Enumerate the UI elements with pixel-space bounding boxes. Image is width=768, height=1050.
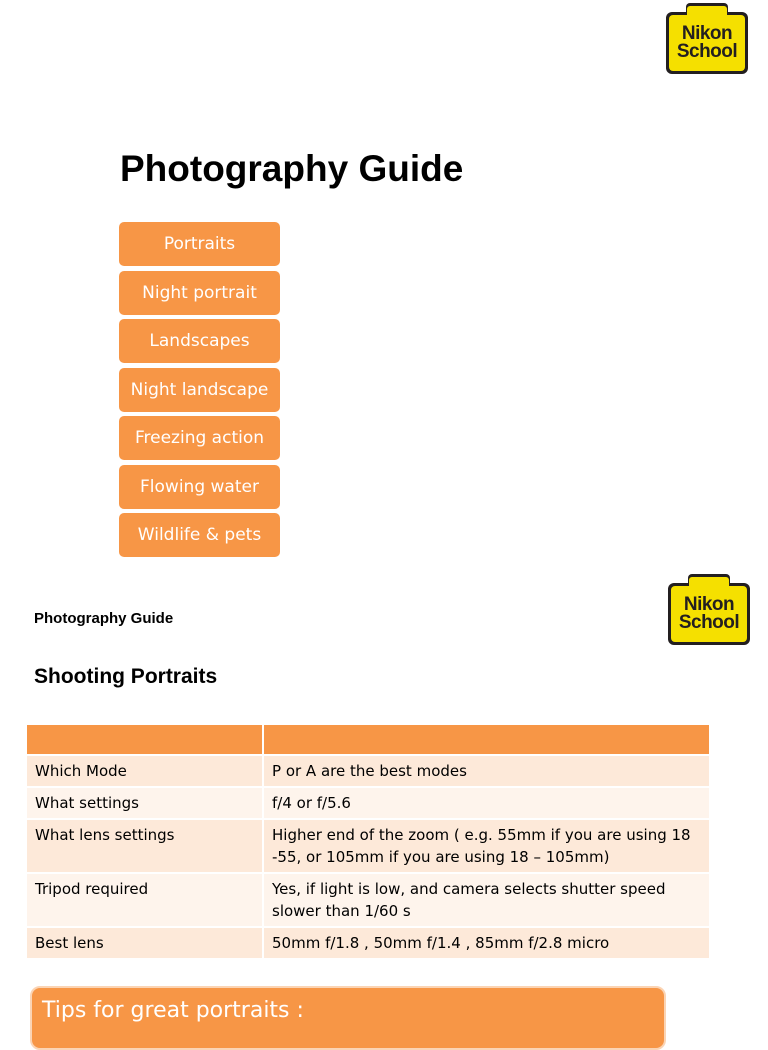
table-header-cell [263, 725, 710, 755]
tips-box [30, 986, 666, 1050]
menu-item-freezing-action[interactable]: Freezing action [119, 416, 280, 460]
table-row [27, 819, 710, 873]
table-row [27, 927, 710, 958]
portrait-settings-table [27, 725, 711, 958]
table-row [27, 873, 710, 927]
logo-line1: Nikon [681, 23, 733, 44]
row-value: Higher end of the zoom ( e.g. 55mm if you are using 18 -55, or 105mm if you are using 18 – 105mm) [263, 819, 710, 873]
logo-line2: School [676, 41, 738, 62]
row-value: Yes, if light is low, and camera selects shutter speed slower than 1/60 s [263, 873, 710, 927]
table-header-cell [27, 725, 263, 755]
menu-item-landscapes[interactable]: Landscapes [119, 319, 280, 363]
nikon-school-logo [666, 12, 748, 74]
table-header-row [27, 725, 710, 755]
page-header: Photography Guide [34, 610, 174, 627]
row-label: What lens settings [27, 819, 263, 873]
row-value: 50mm f/1.8 , 50mm f/1.4 , 85mm f/2.8 micro [263, 927, 710, 958]
tips-title: Tips for great portraits : [42, 998, 304, 1023]
menu-item-wildlife-pets[interactable]: Wildlife & pets [119, 513, 280, 557]
section-title: Shooting Portraits [34, 665, 218, 688]
menu-item-portraits[interactable]: Portraits [119, 222, 280, 266]
row-value: P or A are the best modes [263, 755, 710, 787]
menu-item-night-portrait[interactable]: Night portrait [119, 271, 280, 315]
row-label: Which Mode [27, 755, 263, 787]
row-label: Tripod required [27, 873, 263, 927]
table-row [27, 755, 710, 787]
logo-line2: School [678, 612, 740, 633]
row-value: f/4 or f/5.6 [263, 787, 710, 819]
logo-line1: Nikon [683, 594, 735, 615]
row-label: Best lens [27, 927, 263, 958]
menu-item-flowing-water[interactable]: Flowing water [119, 465, 280, 509]
page-title: Photography Guide [120, 148, 464, 189]
table-row [27, 787, 710, 819]
nikon-school-logo-2 [668, 583, 750, 645]
row-label: What settings [27, 787, 263, 819]
guide-menu [119, 222, 280, 562]
menu-item-night-landscape[interactable]: Night landscape [119, 368, 280, 412]
